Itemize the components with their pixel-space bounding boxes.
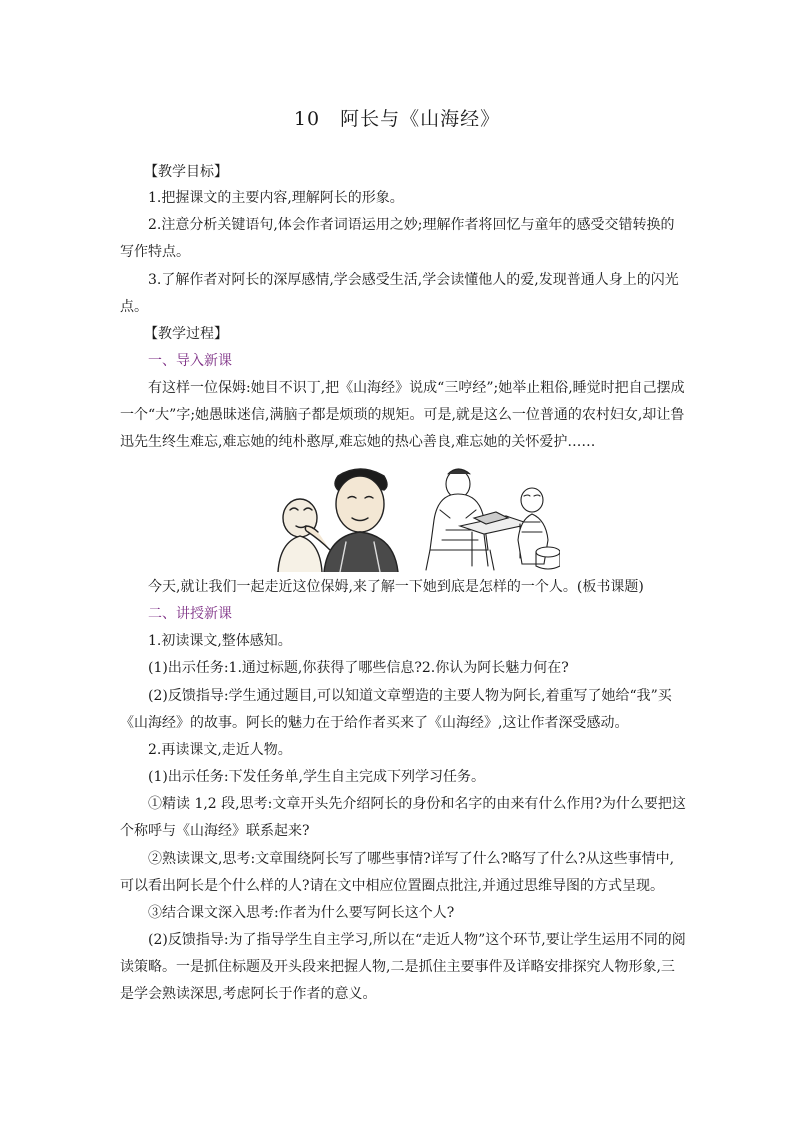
section-heading-teaching: 二、讲授新课	[148, 606, 232, 622]
step-1-feedback-line-1: (2)反馈指导:学生通过题目,可以知道文章塑造的主要人物为阿长,着重写了她给“我”买	[148, 688, 672, 704]
goal-2-line-1: 2.注意分析关键语句,体会作者词语运用之妙;理解作者将回忆与童年的感受交错转换的	[148, 217, 675, 233]
step-2-feedback-line-3: 是学会熟读深思,考虑阿长于作者的意义。	[120, 986, 377, 1002]
task-item-3: ③结合课文深入思考:作者为什么要写阿长这个人?	[148, 905, 455, 921]
intro-paragraph-line-3: 迅先生终生难忘,难忘她的纯朴憨厚,难忘她的热心善良,难忘她的关怀爱护……	[120, 434, 596, 450]
section-heading-intro: 一、导入新课	[148, 353, 232, 369]
page-title: 10 阿长与《山海经》	[293, 108, 501, 130]
task-item-1-line-2: 个称呼与《山海经》联系起来?	[120, 823, 310, 839]
step-2-task: (1)出示任务:下发任务单,学生自主完成下列学习任务。	[148, 769, 485, 785]
heading-goals: 【教学目标】	[144, 164, 228, 180]
step-2: 2.再读课文,走近人物。	[148, 742, 292, 758]
illustration-left	[278, 469, 398, 572]
task-item-2-line-2: 可以看出阿长是个什么样的人?请在文中相应位置圈点批注,并通过思维导图的方式呈现。	[120, 878, 664, 894]
step-2-feedback-line-2: 读策略。一是抓住标题及开头段来把握人物,二是抓住主要事件及详略安排探究人物形象,三	[120, 959, 675, 975]
goal-3-line-1: 3.了解作者对阿长的深厚感情,学会感受生活,学会读懂他人的爱,发现普通人身上的闪光	[148, 272, 679, 288]
intro-paragraph-2: 今天,就让我们一起走近这位保姆,来了解一下她到底是怎样的一个人。(板书课题)	[148, 579, 644, 595]
step-1: 1.初读课文,整体感知。	[148, 633, 292, 649]
heading-process: 【教学过程】	[144, 326, 228, 342]
goal-3-line-2: 点。	[120, 299, 148, 315]
step-1-task: (1)出示任务:1.通过标题,你获得了哪些信息?2.你认为阿长魅力何在?	[148, 660, 569, 676]
illustration-right	[426, 469, 560, 570]
goal-2-line-2: 写作特点。	[120, 244, 190, 260]
illustration	[270, 460, 560, 572]
intro-paragraph-line-1: 有这样一位保姆:她目不识丁,把《山海经》说成“三哼经”;她举止粗俗,睡觉时把自己摆成	[148, 380, 685, 396]
goal-1: 1.把握课文的主要内容,理解阿长的形象。	[148, 190, 404, 206]
step-1-feedback-line-2: 《山海经》的故事。阿长的魅力在于给作者买来了《山海经》,这让作者深受感动。	[120, 715, 629, 731]
task-item-1-line-1: ①精读 1,2 段,思考:文章开头先介绍阿长的身份和名字的由来有什么作用?为什么要把这	[148, 796, 686, 812]
intro-paragraph-line-2: 一个“大”字;她愚昧迷信,满脑子都是烦琐的规矩。可是,就是这么一位普通的农村妇女,却让鲁	[120, 407, 685, 423]
step-2-feedback-line-1: (2)反馈指导:为了指导学生自主学习,所以在“走近人物”这个环节,要让学生运用不同的阅	[148, 932, 686, 948]
task-item-2-line-1: ②熟读课文,思考:文章围绕阿长写了哪些事情?详写了什么?略写了什么?从这些事情中,	[148, 851, 675, 867]
